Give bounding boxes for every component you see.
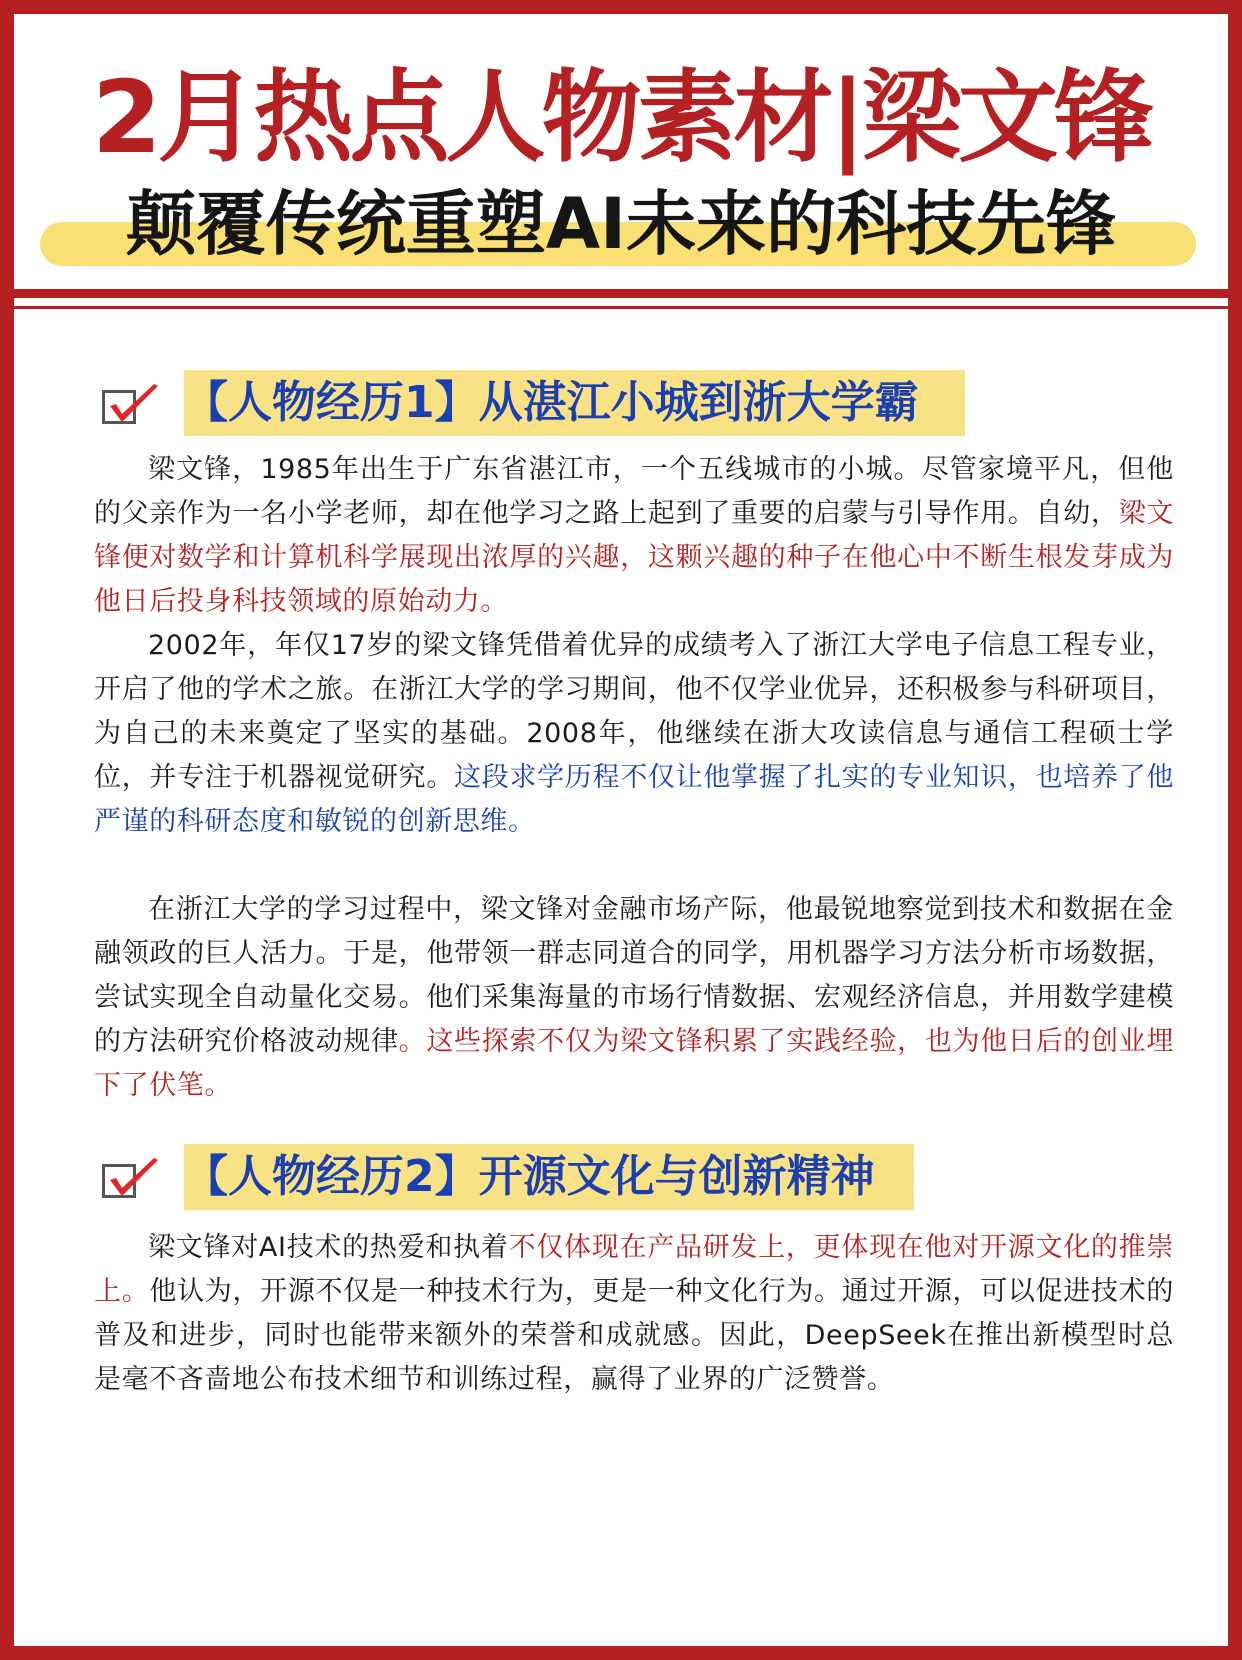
page-subtitle: 颠覆传统重塑AI未来的科技先锋 xyxy=(125,183,1117,265)
text-segment: 梁文锋，1985年出生于广东省湛江市，一个五线城市的小城。尽管家境平凡，但他的父亲作为一名小学老师，却在他学习之路上起到了重要的启蒙与引导作用。自幼， xyxy=(94,454,1174,529)
section-heading-2 xyxy=(14,1144,1228,1214)
divider-thin xyxy=(14,306,1228,309)
text-segment: 他认为，开源不仅是一种技术行为，更是一种文化行为。通过开源，可以促进技术的普及和进步，同时也能带来额外的荣誉和成就感。因此，DeepSeek在推出新模型时总是毫不吝啬地公布技术细节和训练过程，赢得了业界的广泛赞誉。 xyxy=(94,1276,1174,1395)
paragraph xyxy=(94,624,1174,844)
checkbox-checked-icon xyxy=(94,1150,166,1210)
divider-thick xyxy=(14,289,1228,298)
text-segment-emphasis: 梁文锋便对数学和计算机科学展现出浓厚的兴趣，这颗兴趣的种子在他心中不断生根发芽成为他日后投身科技领域的原始动力。 xyxy=(94,498,1174,617)
checkbox-checked-icon xyxy=(94,376,166,436)
paragraph xyxy=(94,1226,1174,1402)
text-segment: 2002年，年仅17岁的梁文锋凭借着优异的成绩考入了浙江大学电子信息工程专业，开启了他的学术之旅。在浙江大学的学习期间，他不仅学业优异，还积极参与科研项目，为自己的未来奠定了坚实的基础。2008年，他继续在浙大攻读信息与通信工程硕士学位，并专注于机器视觉研究。 xyxy=(94,630,1174,793)
page-title: 2月热点人物素材|梁文锋 xyxy=(91,59,1151,176)
text-segment-emphasis: 这段求学历程不仅让他掌握了扎实的专业知识，也培养了他严谨的科研态度和敏锐的创新思维。 xyxy=(94,762,1174,837)
text-segment: 梁文锋对AI技术的热爱和执着 xyxy=(148,1232,509,1263)
paragraph xyxy=(94,888,1174,1108)
text-segment: 在浙江大学的学习过程中，梁文锋对金融市场产际，他最锐地察觉到技术和数据在金融领政的巨人活力。于是，他带领一群志同道合的同学，用机器学习方法分析市场数据，尝试实现全自动量化交易。他们采集海量的市场行情数据、宏观经济信息，并用数学建模的方法研究价格波动规律 xyxy=(94,894,1174,1057)
paragraph xyxy=(94,448,1174,624)
text-segment-emphasis: 。这些探索不仅为梁文锋积累了实践经验，也为他日后的创业埋下了伏笔。 xyxy=(94,1026,1174,1101)
section-heading-text: 【人物经历1】从湛江小城到浙大学霸 xyxy=(184,377,919,428)
section-heading-text: 【人物经历2】开源文化与创新精神 xyxy=(184,1151,875,1202)
text-segment-emphasis: 不仅体现在产品研发上，更体现在他对开源文化的推崇上。 xyxy=(94,1232,1174,1307)
section-heading-1 xyxy=(14,370,1228,440)
header xyxy=(14,14,1228,299)
